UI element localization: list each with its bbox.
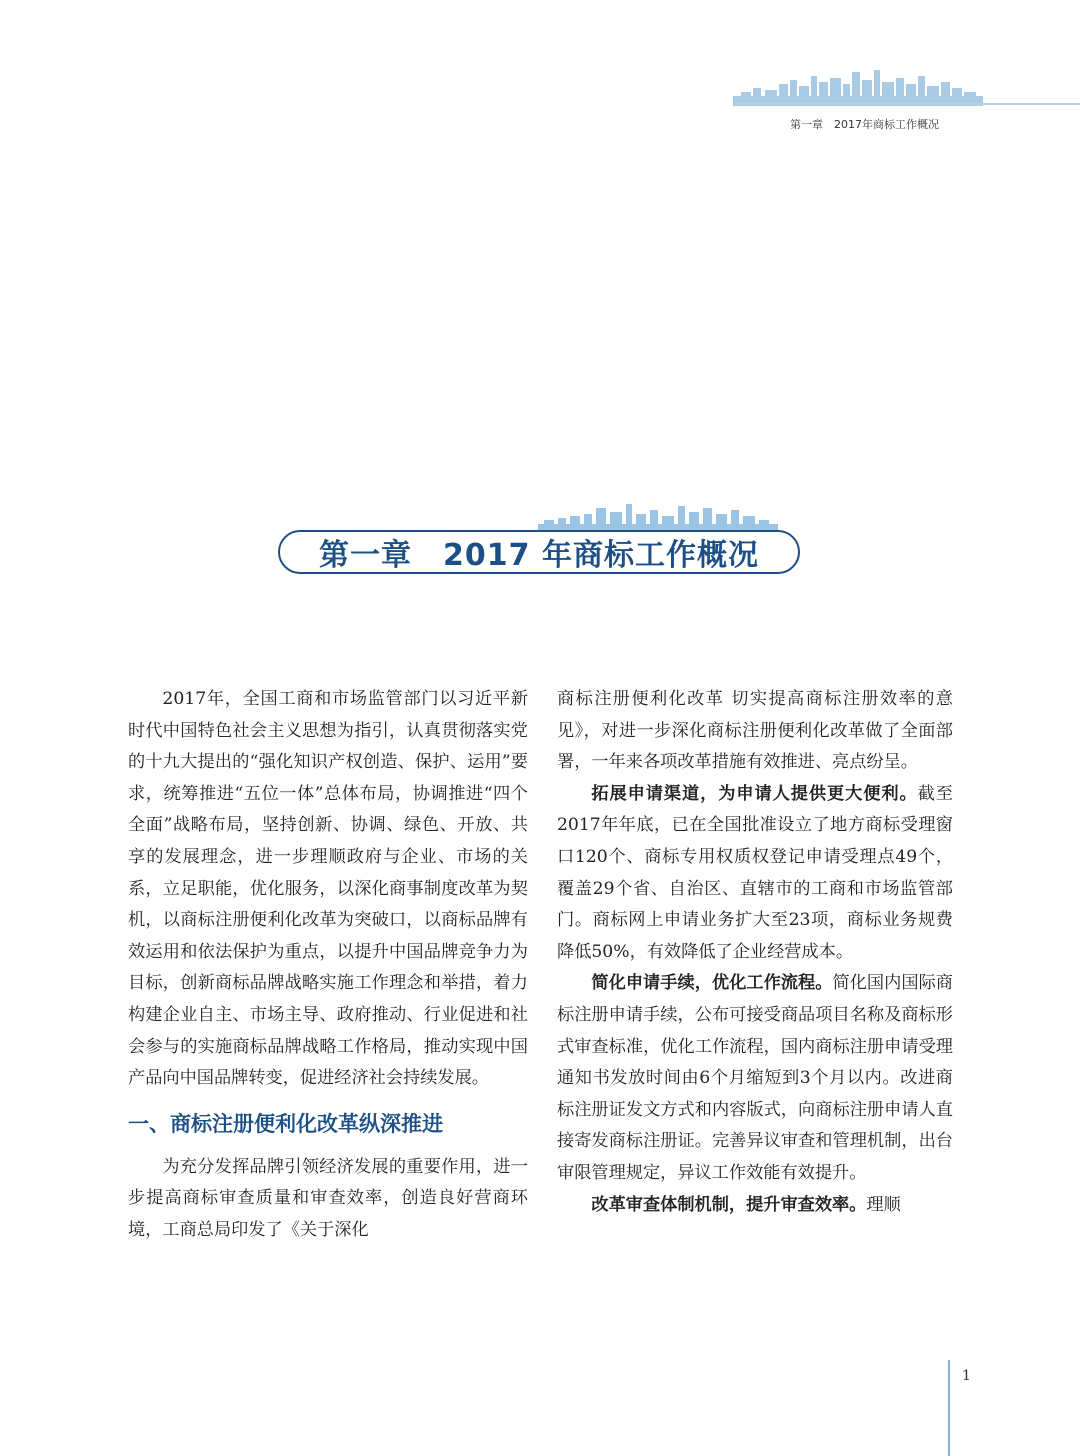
- section-paragraph-start: 为充分发挥品牌引领经济发展的重要作用，进一步提高商标审查质量和审查效率，创造良好营商环境，工商总局印发了《关于深化: [128, 1156, 528, 1240]
- paragraph-lead: 简化申请手续，优化工作流程。: [591, 973, 833, 994]
- left-column: [128, 684, 528, 1247]
- paragraph-application-channels: [557, 779, 953, 969]
- header-skyline-icon: [733, 70, 983, 106]
- page-number: 1: [962, 1368, 971, 1384]
- intro-paragraph: 2017年，全国工商和市场监管部门以习近平新时代中国特色社会主义思想为指引，认真贯彻落实党的十九大提出的“强化知识产权创造、保护、运用”要求，统筹推进“五位一体”总体布局，协调推进“四个全面”战略布局，坚持创新、协调、绿色、开放、共享的发展理念，进一步理顺政府与企业、市场的关系，立足职能，优化服务，以深化商事制度改革为契机，以商标注册便利化改革为突破口，以商标品牌有效运用和依法保护为重点，以提升中国品牌竞争力为目标，创新商标品牌战略实施工作理念和举措，着力构建企业自主、市场主导、政府推动、行业促进和社会参与的实施商标品牌战略工作格局，推动实现中国产品向中国品牌转变，促进经济社会持续发展。: [128, 689, 528, 1089]
- paragraph-body: 截至2017年年底，已在全国批准设立了地方商标受理窗口120个、商标专用权质权登记申请受理点49个，覆盖29个省、自治区、直辖市的工商和市场监管部门。商标网上申请业务扩大至23项，商标业务规费降低50%，有效降低了企业经营成本。: [557, 783, 953, 962]
- paragraph-review-reform: [557, 1190, 953, 1222]
- paragraph-lead: 拓展申请渠道，为申请人提供更大便利。: [591, 783, 918, 804]
- page-rule: [948, 1360, 950, 1456]
- running-header: 第一章 2017年商标工作概况: [790, 118, 939, 131]
- section-heading: 一、商标注册便利化改革纵深推进: [128, 1111, 443, 1136]
- section-paragraph-continued: 商标注册便利化改革 切实提高商标注册效率的意见》，对进一步深化商标注册便利化改革做了全面部署，一年来各项改革措施有效推进、亮点纷呈。: [557, 689, 953, 773]
- chapter-title: 第一章 2017 年商标工作概况: [319, 538, 759, 573]
- paragraph-body: 理顺: [866, 1194, 901, 1215]
- chapter-skyline-icon: [538, 504, 778, 532]
- paragraph-simplify-procedures: [557, 968, 953, 1189]
- paragraph-body: 简化国内国际商标注册申请手续，公布可接受商品项目名称及商标形式审查标准，优化工作流程，国内商标注册申请受理通知书发放时间由6个月缩短到3个月以内。改进商标注册证发文方式和内容版式，向商标注册申请人直接寄发商标注册证。完善异议审查和管理机制，出台审限管理规定，异议工作效能有效提升。: [557, 973, 953, 1183]
- header-rule: [735, 103, 1080, 105]
- paragraph-lead: 改革审查体制机制，提升审查效率。: [591, 1194, 867, 1215]
- right-column: [557, 684, 953, 1221]
- chapter-title-box: [278, 530, 800, 574]
